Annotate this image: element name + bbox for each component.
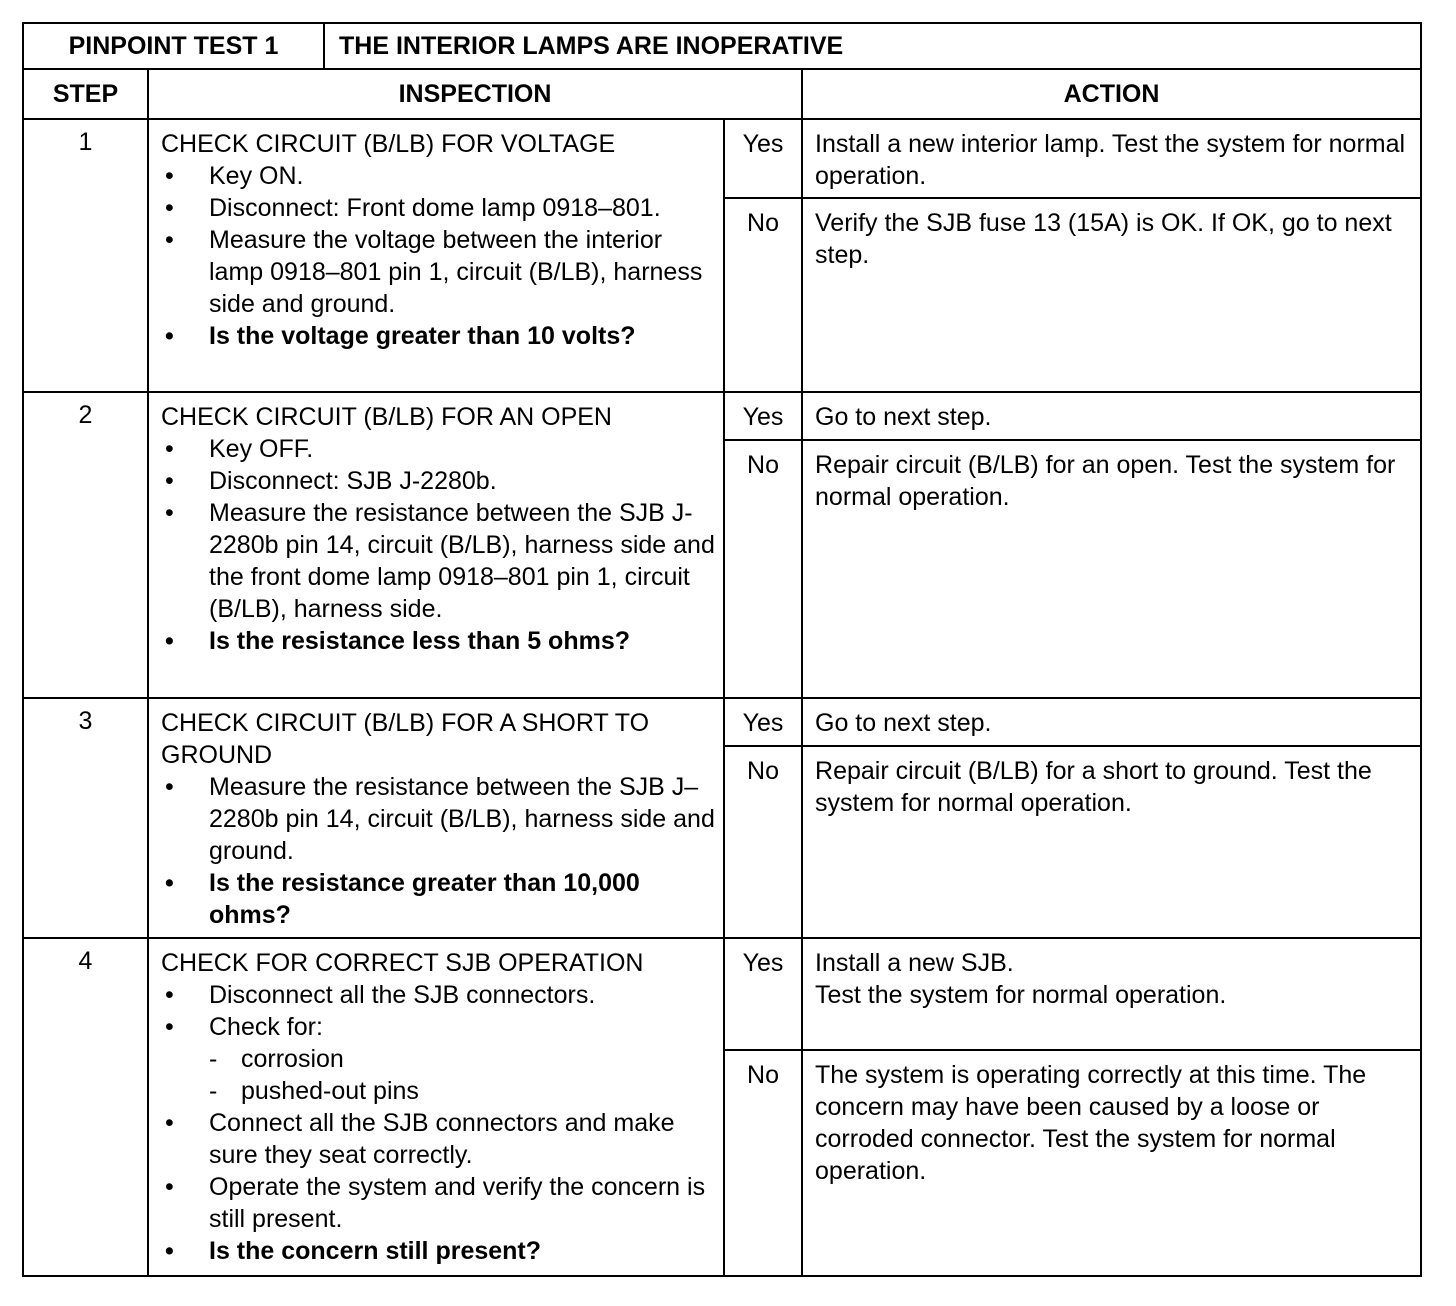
step-2-inspection bbox=[148, 392, 724, 698]
no-label: No bbox=[724, 198, 802, 392]
step-bullet-list bbox=[161, 979, 717, 1267]
step-question: • Is the resistance greater than 10,000 ohms? bbox=[161, 867, 717, 931]
step-heading: CHECK FOR CORRECT SJB OPERATION bbox=[161, 949, 644, 977]
step-number: 4 bbox=[23, 938, 148, 1276]
yes-label: Yes bbox=[724, 938, 802, 1050]
column-header-row bbox=[23, 69, 1421, 119]
bullet-item: • Measure the resistance between the SJB J–2280b pin 14, circuit (B/LB), harness side and ground. bbox=[161, 771, 717, 867]
yes-action-line: Install a new SJB. bbox=[815, 949, 1014, 977]
sub-item: - corrosion bbox=[209, 1043, 717, 1075]
bullet-item: • Disconnect all the SJB connectors. bbox=[161, 979, 717, 1011]
step-4-yes-row bbox=[23, 938, 1421, 1050]
step-number: 3 bbox=[23, 698, 148, 938]
sub-item: - pushed-out pins bbox=[209, 1075, 717, 1107]
step-3-inspection bbox=[148, 698, 724, 938]
bullet-item: • Disconnect: Front dome lamp 0918–801. bbox=[161, 192, 717, 224]
step-1-yes-row bbox=[23, 119, 1421, 198]
pinpoint-test-table bbox=[22, 22, 1422, 1277]
step-heading: CHECK CIRCUIT (B/LB) FOR A SHORT TO GROUND bbox=[161, 709, 650, 769]
bullet-item: • Operate the system and verify the concern is still present. bbox=[161, 1171, 717, 1235]
column-header-step: STEP bbox=[23, 69, 148, 119]
bullet-item: • Key OFF. bbox=[161, 433, 717, 465]
sub-list bbox=[209, 1043, 717, 1107]
no-label: No bbox=[724, 440, 802, 698]
yes-action: Install a new interior lamp. Test the system for normal operation. bbox=[802, 119, 1421, 198]
yes-label: Yes bbox=[724, 698, 802, 746]
yes-action: Go to next step. bbox=[802, 392, 1421, 440]
title-row bbox=[23, 23, 1421, 69]
no-action: Repair circuit (B/LB) for a short to ground. Test the system for normal operation. bbox=[802, 746, 1421, 938]
step-heading: CHECK CIRCUIT (B/LB) FOR VOLTAGE bbox=[161, 130, 616, 158]
yes-action-line: Test the system for normal operation. bbox=[815, 981, 1227, 1009]
step-question: • Is the concern still present? bbox=[161, 1235, 717, 1267]
bullet-item: • Key ON. bbox=[161, 160, 717, 192]
bullet-item: • Measure the voltage between the interior lamp 0918–801 pin 1, circuit (B/LB), harness side and ground. bbox=[161, 224, 717, 320]
column-header-inspection: INSPECTION bbox=[148, 69, 802, 119]
pinpoint-test-sheet bbox=[22, 22, 1420, 1277]
yes-label: Yes bbox=[724, 392, 802, 440]
bullet-text: Check for: bbox=[209, 1013, 323, 1041]
step-bullet-list bbox=[161, 160, 717, 352]
yes-action bbox=[802, 938, 1421, 1050]
step-bullet-list bbox=[161, 771, 717, 931]
no-action: The system is operating correctly at this time. The concern may have been caused by a loose or corroded connector. Test the system for normal operation. bbox=[802, 1050, 1421, 1276]
bullet-item: • Connect all the SJB connectors and make sure they seat correctly. bbox=[161, 1107, 717, 1171]
test-id: PINPOINT TEST 1 bbox=[23, 23, 324, 69]
step-bullet-list bbox=[161, 433, 717, 657]
step-number: 1 bbox=[23, 119, 148, 392]
test-title: THE INTERIOR LAMPS ARE INOPERATIVE bbox=[324, 23, 1421, 69]
step-3-yes-row bbox=[23, 698, 1421, 746]
bullet-item: • Disconnect: SJB J-2280b. bbox=[161, 465, 717, 497]
step-heading: CHECK CIRCUIT (B/LB) FOR AN OPEN bbox=[161, 403, 612, 431]
step-4-inspection bbox=[148, 938, 724, 1276]
bullet-item bbox=[161, 1011, 717, 1107]
step-question: • Is the voltage greater than 10 volts? bbox=[161, 320, 717, 352]
no-label: No bbox=[724, 746, 802, 938]
step-2-yes-row bbox=[23, 392, 1421, 440]
step-number: 2 bbox=[23, 392, 148, 698]
no-action: Verify the SJB fuse 13 (15A) is OK. If OK, go to next step. bbox=[802, 198, 1421, 392]
yes-action: Go to next step. bbox=[802, 698, 1421, 746]
bullet-item: • Measure the resistance between the SJB J-2280b pin 14, circuit (B/LB), harness side and the front dome lamp 0918–801 pin 1, circuit (B/LB), harness side. bbox=[161, 497, 717, 625]
step-1-inspection bbox=[148, 119, 724, 392]
yes-label: Yes bbox=[724, 119, 802, 198]
no-action: Repair circuit (B/LB) for an open. Test the system for normal operation. bbox=[802, 440, 1421, 698]
column-header-action: ACTION bbox=[802, 69, 1421, 119]
step-question: • Is the resistance less than 5 ohms? bbox=[161, 625, 717, 657]
no-label: No bbox=[724, 1050, 802, 1276]
